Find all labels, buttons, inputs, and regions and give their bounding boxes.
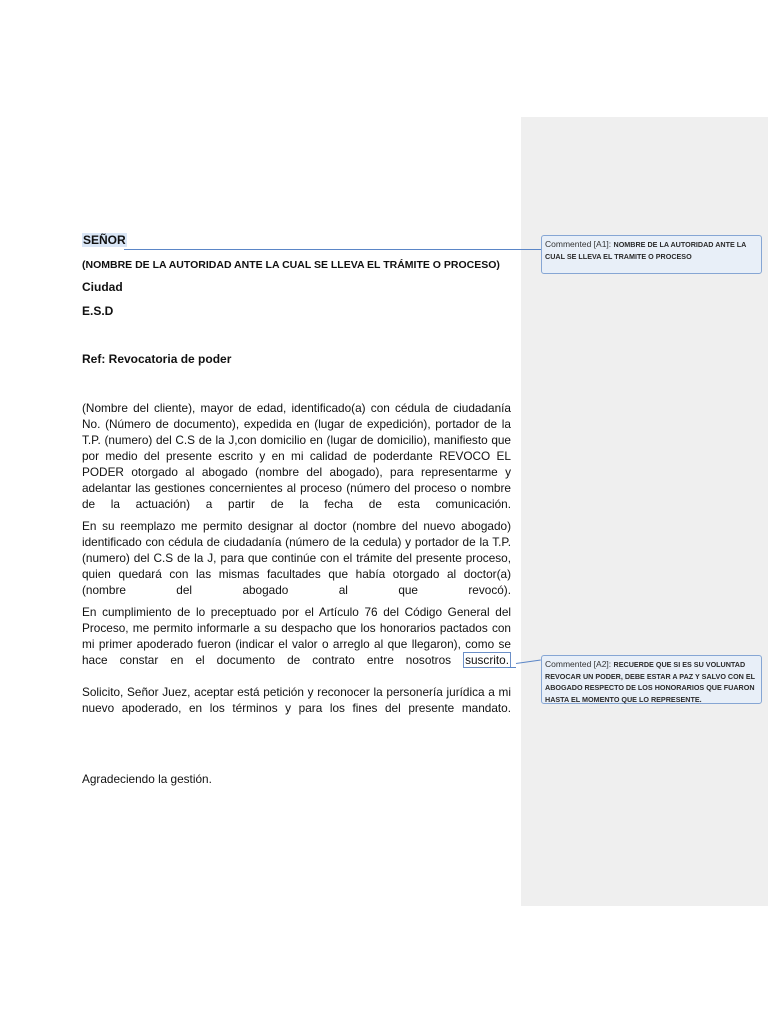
closing-line: Agradeciendo la gestión.	[82, 772, 212, 786]
salutation-highlight[interactable]: SEÑOR	[83, 233, 126, 247]
authority-line: (NOMBRE DE LA AUTORIDAD ANTE LA CUAL SE LLEVA EL TRÁMITE O PROCESO)	[82, 259, 500, 271]
paragraph-2: En su reemplazo me permito designar al doctor (nombre del nuevo abogado) identificado con cédula de ciudadanía (número de la cedula) y portador de la T.P. (numero) del C.S de la J, para que continúe con el trámite del presente proceso, quien quedará con las mismas facultades que había otorgado al doctor(a) (nombre del abogado al que revocó).	[82, 519, 511, 597]
comment-a2-text: RECUERDE QUE SI ES SU VOLUNTAD REVOCAR UN PODER, DEBE ESTAR A PAZ Y SALVO CON EL ABOGADO RESPECTO DE LOS HONORARIOS QUE FUARON HASTA EL MOMENTO QUE LO REPRESENTE.	[545, 660, 755, 704]
salutation[interactable]	[82, 233, 127, 247]
comment-1-connector	[124, 249, 541, 250]
commented-word-suscrito[interactable]: suscrito.	[465, 653, 509, 667]
paragraph-3-text: En cumplimiento de lo preceptuado por el Artículo 76 del Código General del Proceso, me permito informarle a su despacho que los honorarios pactados con mi primer apoderado fueron (indicar el valor o arreglo al que llegaron), como se hace constar en el documento de contrato entre nosotros	[82, 605, 511, 667]
comment-a1-text: NOMBRE DE LA AUTORIDAD ANTE LA CUAL SE LLEVA EL TRAMITE O PROCESO	[545, 240, 747, 261]
city-line: Ciudad	[82, 280, 123, 294]
reference-line: Ref: Revocatoria de poder	[82, 352, 232, 366]
comment-2-connector-stub	[508, 667, 516, 668]
comment-a2-content	[545, 659, 758, 705]
paragraph-1: (Nombre del cliente), mayor de edad, identificado(a) con cédula de ciudadanía No. (Número de documento), expedida en (lugar de expedición), portador de la T.P. (numero) del C.S de la J,con domicilio en (lugar de domicilio), manifiesto que por medio del presente escrito y en mi calidad de poderdante REVOCO EL PODER otorgado al abogado (nombre del abogado), para representarme y adelantar las gestiones concernientes al proceso (número del proceso o nombre de la actuación) a partir de la fecha de esta comunicación.	[82, 401, 511, 511]
comment-balloon-a2[interactable]	[541, 655, 762, 704]
comment-a1-content	[545, 239, 758, 262]
paragraph-3	[82, 604, 511, 684]
comment-balloon-a1[interactable]	[541, 235, 762, 274]
esd-line: E.S.D	[82, 304, 114, 318]
paragraph-4: Solicito, Señor Juez, aceptar está petición y reconocer la personería jurídica a mi nuevo apoderado, en los términos y para los fines del presente mandato.	[82, 685, 511, 715]
comment-a1-label: Commented [A1]:	[545, 239, 612, 249]
comment-a2-label: Commented [A2]:	[545, 659, 612, 669]
